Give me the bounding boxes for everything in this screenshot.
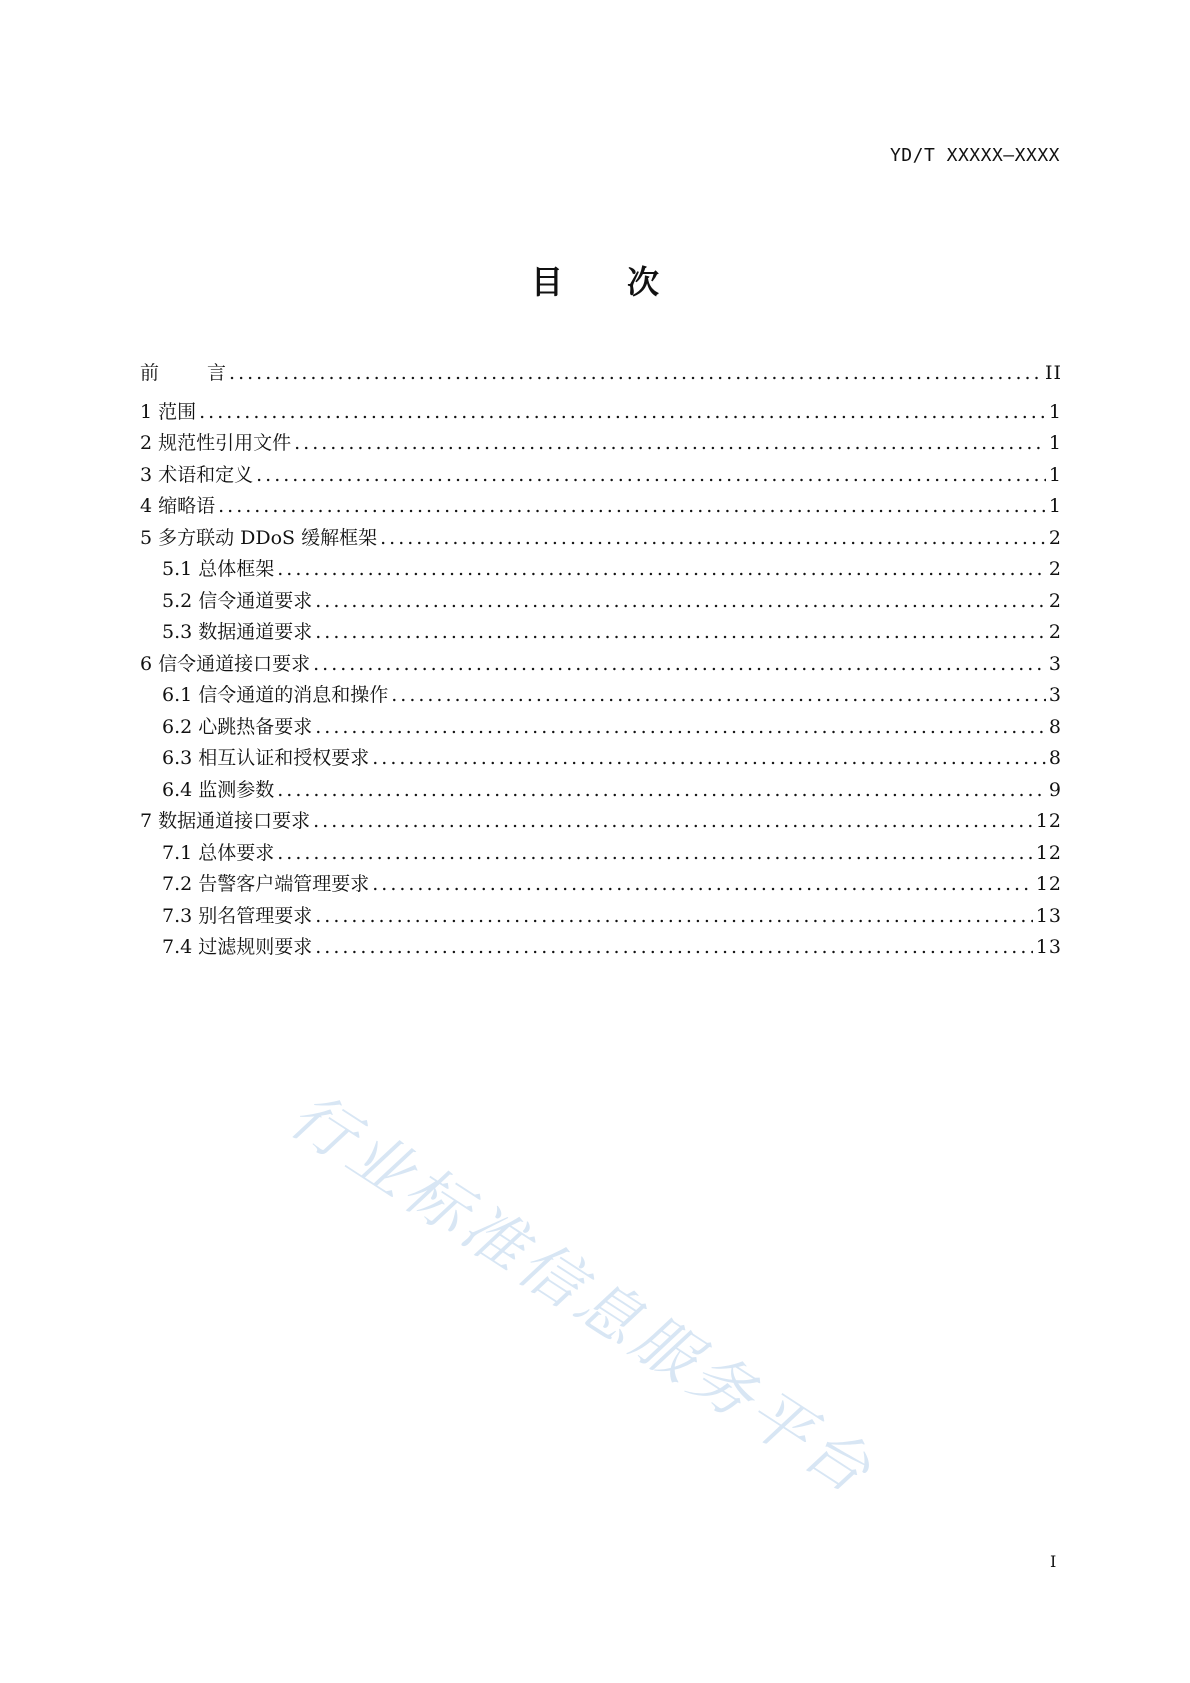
toc-entry[interactable]	[140, 491, 1062, 523]
toc-number: 5.2	[162, 589, 193, 612]
toc-number: 3	[140, 463, 153, 486]
toc-label: 总体要求	[198, 841, 275, 864]
table-of-contents	[140, 358, 1062, 964]
toc-label: 数据通道要求	[198, 621, 313, 643]
toc-leader	[294, 432, 1046, 454]
toc-label: 术语和定义	[158, 463, 254, 486]
toc-entry[interactable]	[140, 397, 1062, 429]
toc-label: 总体框架	[198, 558, 275, 580]
toc-page: 9	[1048, 778, 1062, 801]
toc-leader	[277, 842, 1033, 864]
toc-entry[interactable]	[140, 775, 1062, 807]
toc-entry[interactable]	[140, 712, 1062, 744]
toc-page: 2	[1048, 526, 1062, 549]
page-number: I	[1050, 1552, 1057, 1571]
toc-page: 1	[1048, 432, 1062, 454]
toc-leader	[256, 464, 1046, 486]
toc-entry[interactable]	[140, 523, 1062, 555]
toc-entry[interactable]	[140, 806, 1062, 838]
toc-label: 监测参数	[198, 778, 275, 801]
toc-label: 数据通道接口要求	[158, 810, 311, 832]
toc-leader	[229, 362, 1042, 384]
toc-entry[interactable]	[140, 586, 1062, 618]
toc-entry[interactable]	[140, 649, 1062, 681]
title-char-2: 次	[627, 263, 660, 301]
toc-leader	[372, 747, 1046, 769]
toc-label: 缩略语	[158, 495, 216, 517]
toc-entry[interactable]	[140, 680, 1062, 712]
toc-page: 2	[1048, 621, 1062, 643]
toc-label: 心跳热备要求	[198, 715, 313, 738]
toc-number: 6.4	[162, 778, 193, 801]
toc-leader	[315, 905, 1033, 927]
watermark: 行业标准信息服务平台	[277, 1078, 888, 1510]
toc-label: 信令通道要求	[198, 589, 313, 612]
toc-page: 3	[1048, 652, 1062, 675]
toc-label: 告警客户端管理要求	[198, 873, 370, 895]
toc-page: 12	[1035, 841, 1062, 864]
toc-page: 13	[1035, 936, 1062, 958]
toc-label: 信令通道接口要求	[158, 652, 311, 675]
toc-number: 6.2	[162, 715, 193, 738]
toc-leader	[199, 401, 1046, 423]
toc-number: 6	[140, 652, 153, 675]
toc-number: 7	[140, 810, 153, 832]
toc-page: 1	[1048, 495, 1062, 517]
toc-number: 5	[140, 526, 153, 549]
toc-leader	[218, 495, 1046, 517]
toc-entry[interactable]	[140, 428, 1062, 460]
toc-number: 7.1	[162, 841, 193, 864]
page-title	[0, 257, 1190, 303]
toc-label: 规范性引用文件	[158, 432, 292, 454]
toc-entry[interactable]	[140, 869, 1062, 901]
toc-label: 范围	[158, 400, 197, 423]
toc-leader	[391, 684, 1046, 706]
toc-leader	[315, 621, 1046, 643]
toc-label: 信令通道的消息和操作	[198, 684, 389, 706]
toc-number: 4	[140, 495, 153, 517]
toc-entry[interactable]	[140, 554, 1062, 586]
title-char-1: 目	[530, 263, 563, 301]
toc-label: 多方联动 DDoS 缓解框架	[158, 526, 378, 549]
toc-leader	[277, 558, 1046, 580]
toc-label: 别名管理要求	[198, 904, 313, 927]
toc-number: 6.1	[162, 684, 193, 706]
toc-page: 2	[1048, 558, 1062, 580]
toc-page: II	[1044, 362, 1062, 384]
toc-label: 过滤规则要求	[198, 936, 313, 958]
toc-leader	[315, 716, 1046, 738]
toc-page: 1	[1048, 400, 1062, 423]
toc-entry[interactable]	[140, 617, 1062, 649]
toc-leader	[315, 936, 1033, 958]
document-code: YD/T XXXXX—XXXX	[889, 145, 1060, 166]
toc-leader	[372, 873, 1033, 895]
toc-number: 1	[140, 400, 153, 423]
toc-entry-foreword[interactable]	[140, 358, 1062, 390]
toc-entry[interactable]	[140, 743, 1062, 775]
toc-label-part2: 言	[207, 362, 227, 384]
toc-page: 8	[1048, 715, 1062, 738]
toc-number: 5.1	[162, 558, 193, 580]
toc-page: 2	[1048, 589, 1062, 612]
toc-leader	[313, 810, 1033, 832]
toc-entry[interactable]	[140, 838, 1062, 870]
toc-number: 2	[140, 432, 153, 454]
toc-number: 7.3	[162, 904, 193, 927]
toc-entry[interactable]	[140, 460, 1062, 492]
toc-leader	[313, 653, 1046, 675]
toc-number: 6.3	[162, 747, 193, 769]
toc-number: 7.2	[162, 873, 193, 895]
toc-page: 12	[1035, 873, 1062, 895]
toc-page: 12	[1035, 810, 1062, 832]
toc-leader	[380, 527, 1046, 549]
toc-leader	[277, 779, 1046, 801]
toc-page: 8	[1048, 747, 1062, 769]
toc-entry[interactable]	[140, 932, 1062, 964]
toc-label-part1: 前	[140, 362, 160, 384]
toc-page: 13	[1035, 904, 1062, 927]
toc-leader	[315, 590, 1046, 612]
toc-page: 1	[1048, 463, 1062, 486]
toc-label: 相互认证和授权要求	[198, 747, 370, 769]
toc-entry[interactable]	[140, 901, 1062, 933]
toc-page: 3	[1048, 684, 1062, 706]
toc-number: 5.3	[162, 621, 193, 643]
toc-number: 7.4	[162, 936, 193, 958]
